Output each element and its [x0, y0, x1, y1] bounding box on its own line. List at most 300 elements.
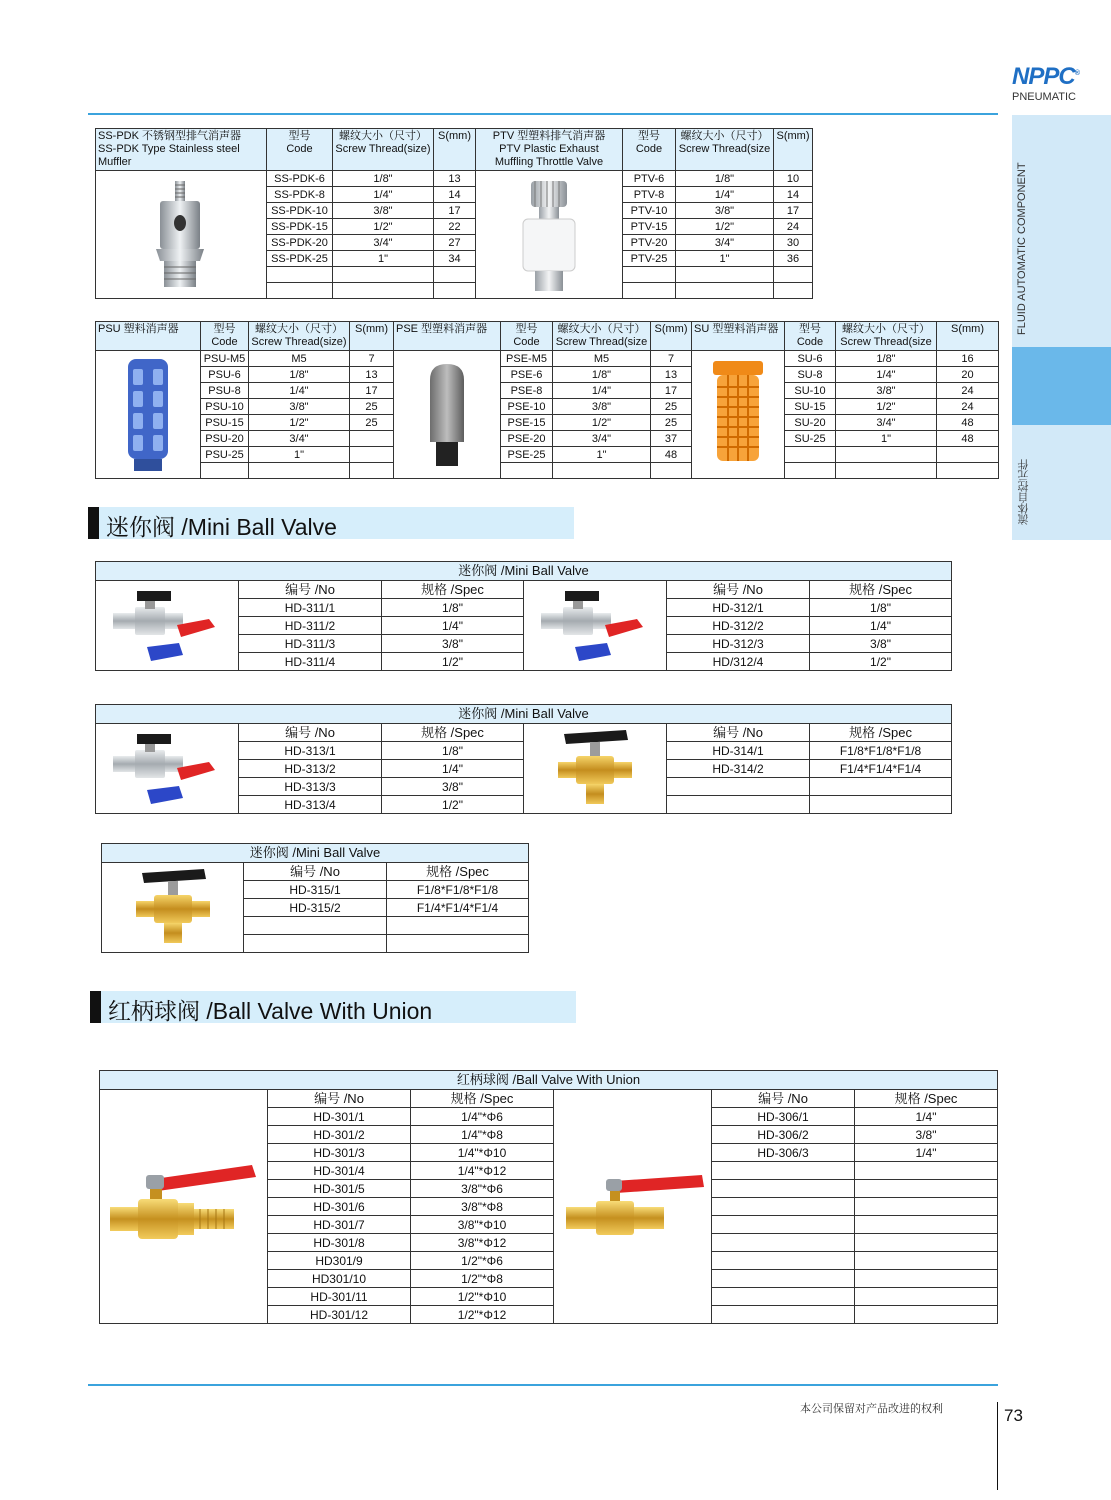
- table-cell: [553, 463, 651, 479]
- table-cell: [712, 1306, 855, 1324]
- table-cell: [651, 463, 692, 479]
- table-cell: SS-PDK-25: [267, 251, 333, 267]
- table-cell: HD-314/2: [667, 760, 810, 778]
- table-cell: 1/2": [382, 796, 524, 814]
- table-cell: [350, 447, 394, 463]
- table-cell: 3/8": [382, 635, 524, 653]
- table-cell: 14: [774, 187, 813, 203]
- table-cell: 1/2": [249, 415, 350, 431]
- table-cell: 1/4": [333, 187, 434, 203]
- table-row: [96, 171, 813, 187]
- title-row: [96, 562, 952, 581]
- table-cell: [855, 1180, 998, 1198]
- product-name-ptv: PTV 型塑料排气消声器 PTV Plastic Exhaust Muffling Throttle Valve: [476, 129, 623, 171]
- table-cell: 1/2": [810, 653, 952, 671]
- table-cell: 1": [249, 447, 350, 463]
- product-name-pse: PSE 型塑料消声器: [394, 322, 501, 351]
- valve-image-right: [524, 581, 667, 671]
- table-cell: 1/2"*Φ10: [411, 1288, 554, 1306]
- psu-muffler-image: [96, 351, 201, 479]
- table-cell: 14: [434, 187, 476, 203]
- table-cell: [855, 1198, 998, 1216]
- table-cell: HD-312/2: [667, 617, 810, 635]
- table-cell: 17: [774, 203, 813, 219]
- table-cell: 3/4": [836, 415, 937, 431]
- footer-divider: [997, 1402, 998, 1490]
- table-cell: PTV-10: [623, 203, 676, 219]
- table-cell: 1/4": [855, 1108, 998, 1126]
- table-cell: SU-20: [785, 415, 836, 431]
- table-cell: 1/8": [553, 367, 651, 383]
- table-cell: 1/2"*Φ8: [411, 1270, 554, 1288]
- table-row: [96, 431, 999, 447]
- table-cell: [855, 1162, 998, 1180]
- table-cell: HD-301/5: [268, 1180, 411, 1198]
- table-cell: HD-301/1: [268, 1108, 411, 1126]
- table-cell: [201, 463, 249, 479]
- section-ball-valve-union: [90, 991, 576, 1023]
- table-cell: SU-6: [785, 351, 836, 367]
- table-cell: [501, 463, 553, 479]
- table-cell: 24: [937, 383, 999, 399]
- table-cell: 37: [651, 431, 692, 447]
- side-label-cn: 流体自控元件: [1017, 459, 1030, 525]
- table-cell: HD-301/8: [268, 1234, 411, 1252]
- table-cell: 1": [676, 251, 774, 267]
- table-cell: 1/8": [676, 171, 774, 187]
- table-cell: 3/4": [676, 235, 774, 251]
- union-valve-image-right: [554, 1090, 712, 1324]
- title-row: [102, 844, 529, 863]
- table-cell: 3/4": [333, 235, 434, 251]
- table-cell: [434, 267, 476, 283]
- table-cell: HD/312/4: [667, 653, 810, 671]
- table-cell: 1/2": [676, 219, 774, 235]
- table-cell: PSE-8: [501, 383, 553, 399]
- table-cell: M5: [553, 351, 651, 367]
- table-title: 迷你阀 /Mini Ball Valve: [96, 705, 952, 724]
- table-cell: [712, 1162, 855, 1180]
- table-cell: [667, 796, 810, 814]
- col-thread: 螺纹大小（尺寸） Screw Thread(size: [553, 322, 651, 351]
- table-cell: 3/8": [382, 778, 524, 796]
- table-cell: 1/4"*Φ10: [411, 1144, 554, 1162]
- table-row: [96, 447, 999, 463]
- table-cell: 25: [651, 415, 692, 431]
- table-cell: HD-301/7: [268, 1216, 411, 1234]
- table-cell: HD-301/6: [268, 1198, 411, 1216]
- table-cell: HD-301/4: [268, 1162, 411, 1180]
- table-cell: [836, 463, 937, 479]
- ptv-muffler-image: [476, 171, 623, 299]
- table-cell: 24: [937, 399, 999, 415]
- table-cell: PSE-M5: [501, 351, 553, 367]
- table-cell: SS-PDK-8: [267, 187, 333, 203]
- product-name-ss-pdk: SS-PDK 不锈钢型排气消声器 SS-PDK Type Stainless steel Muffler: [96, 129, 267, 171]
- table-cell: HD-306/3: [712, 1144, 855, 1162]
- table-cell: [712, 1270, 855, 1288]
- table-cell: 1/2": [333, 219, 434, 235]
- table-cell: PTV-25: [623, 251, 676, 267]
- table-cell: 3/8": [249, 399, 350, 415]
- table-cell: 3/4": [553, 431, 651, 447]
- valve-image-right: [524, 724, 667, 814]
- table-cell: [387, 917, 529, 935]
- table-cell: [712, 1252, 855, 1270]
- mini-ball-valve-table-2: [95, 704, 952, 814]
- table-cell: 1/4": [810, 617, 952, 635]
- table-cell: HD-311/3: [239, 635, 382, 653]
- table-cell: HD-301/2: [268, 1126, 411, 1144]
- table-cell: 13: [651, 367, 692, 383]
- table-cell: 3/8": [553, 399, 651, 415]
- table-cell: 1/8": [249, 367, 350, 383]
- table-cell: 20: [937, 367, 999, 383]
- table-cell: HD-312/1: [667, 599, 810, 617]
- table-cell: 3/8": [810, 635, 952, 653]
- table-cell: [785, 463, 836, 479]
- table-cell: 1/4"*Φ8: [411, 1126, 554, 1144]
- table-cell: HD-306/1: [712, 1108, 855, 1126]
- table-cell: SU-8: [785, 367, 836, 383]
- col-spec: 规格 /Spec: [855, 1090, 998, 1108]
- header-row: [100, 1090, 998, 1108]
- col-code: 型号 Code: [201, 322, 249, 351]
- side-label-en: FLUID AUTOMATIC COMPONENT: [1016, 162, 1028, 335]
- table-cell: SS-PDK-15: [267, 219, 333, 235]
- table-cell: [350, 431, 394, 447]
- table-cell: [855, 1216, 998, 1234]
- table-cell: 13: [434, 171, 476, 187]
- col-code: 型号 Code: [785, 322, 836, 351]
- table-cell: [244, 917, 387, 935]
- table-cell: 1/4": [855, 1144, 998, 1162]
- table-cell: 25: [651, 399, 692, 415]
- table-cell: F1/4*F1/4*F1/4: [387, 899, 529, 917]
- col-s: S(mm): [350, 322, 394, 351]
- table-cell: 3/8": [836, 383, 937, 399]
- table-cell: PTV-8: [623, 187, 676, 203]
- table-cell: 1/4": [382, 617, 524, 635]
- pse-muffler-image: [394, 351, 501, 479]
- table-cell: PSU-10: [201, 399, 249, 415]
- table-cell: 1/4"*Φ6: [411, 1108, 554, 1126]
- table-cell: HD301/9: [268, 1252, 411, 1270]
- table-cell: 3/4": [249, 431, 350, 447]
- table-cell: [855, 1234, 998, 1252]
- table-cell: [434, 283, 476, 299]
- col-no: 编号 /No: [667, 724, 810, 742]
- mini-ball-valve-table-3: [101, 843, 529, 953]
- table-row: [96, 351, 999, 367]
- table-cell: HD-301/3: [268, 1144, 411, 1162]
- table-cell: 22: [434, 219, 476, 235]
- table-cell: [333, 283, 434, 299]
- table-cell: PSU-15: [201, 415, 249, 431]
- table-cell: HD-314/1: [667, 742, 810, 760]
- table-cell: [267, 267, 333, 283]
- col-no: 编号 /No: [268, 1090, 411, 1108]
- header-row: [102, 863, 529, 881]
- table-cell: HD-313/2: [239, 760, 382, 778]
- table-cell: [267, 283, 333, 299]
- table-cell: 1/8": [382, 742, 524, 760]
- table-cell: [249, 463, 350, 479]
- table-cell: [774, 283, 813, 299]
- page-number: 73: [1004, 1406, 1023, 1425]
- col-code: 型号 Code: [267, 129, 333, 171]
- table-cell: 1/4": [676, 187, 774, 203]
- header-row: [96, 322, 999, 351]
- table-cell: PSU-M5: [201, 351, 249, 367]
- table-cell: [387, 935, 529, 953]
- table-cell: [623, 283, 676, 299]
- table-cell: SS-PDK-20: [267, 235, 333, 251]
- table-cell: 1": [553, 447, 651, 463]
- table-cell: HD-313/3: [239, 778, 382, 796]
- table-cell: PSE-10: [501, 399, 553, 415]
- table-cell: 1/4": [249, 383, 350, 399]
- table-cell: HD-306/2: [712, 1126, 855, 1144]
- table-cell: 3/8": [333, 203, 434, 219]
- table-cell: 1/4": [836, 367, 937, 383]
- table-cell: 24: [774, 219, 813, 235]
- table-cell: 36: [774, 251, 813, 267]
- section-mini-ball-valve: [88, 507, 574, 539]
- table-cell: PSU-6: [201, 367, 249, 383]
- table-cell: [855, 1288, 998, 1306]
- table-cell: 16: [937, 351, 999, 367]
- title-row: [96, 705, 952, 724]
- table-cell: HD-315/1: [244, 881, 387, 899]
- product-name-psu: PSU 塑料消声器: [96, 322, 201, 351]
- table-cell: 1/2"*Φ12: [411, 1306, 554, 1324]
- table-cell: 48: [937, 415, 999, 431]
- table-cell: 1": [836, 431, 937, 447]
- table-cell: 30: [774, 235, 813, 251]
- table-cell: F1/8*F1/8*F1/8: [810, 742, 952, 760]
- table-cell: PSE-15: [501, 415, 553, 431]
- col-thread: 螺纹大小（尺寸） Screw Thread(size): [333, 129, 434, 171]
- ball-valve-union-table: [99, 1070, 998, 1324]
- table-cell: [855, 1270, 998, 1288]
- table-title: 迷你阀 /Mini Ball Valve: [96, 562, 952, 581]
- table-cell: [712, 1234, 855, 1252]
- col-spec: 规格 /Spec: [810, 581, 952, 599]
- section-title: 红柄球阀 /Ball Valve With Union: [108, 998, 433, 1024]
- table-cell: [836, 447, 937, 463]
- table-cell: 3/8"*Φ6: [411, 1180, 554, 1198]
- table-cell: [712, 1288, 855, 1306]
- table-cell: 1/2": [382, 653, 524, 671]
- table-cell: [855, 1306, 998, 1324]
- table-cell: 1/4"*Φ12: [411, 1162, 554, 1180]
- table-cell: F1/4*F1/4*F1/4: [810, 760, 952, 778]
- table-cell: PSE-20: [501, 431, 553, 447]
- valve-image: [102, 863, 244, 953]
- table-cell: 1/8": [382, 599, 524, 617]
- su-muffler-image: [692, 351, 785, 479]
- table-cell: [855, 1252, 998, 1270]
- table-cell: PSU-8: [201, 383, 249, 399]
- table-cell: PTV-20: [623, 235, 676, 251]
- table-cell: [623, 267, 676, 283]
- table-row: [96, 383, 999, 399]
- table-cell: 1/8": [333, 171, 434, 187]
- table-cell: 1/8": [836, 351, 937, 367]
- table-cell: [676, 267, 774, 283]
- table-cell: HD-313/4: [239, 796, 382, 814]
- brand-logo: [1012, 62, 1102, 103]
- title-row: [100, 1071, 998, 1090]
- col-spec: 规格 /Spec: [810, 724, 952, 742]
- table-cell: [937, 447, 999, 463]
- table-cell: [810, 778, 952, 796]
- table-cell: [333, 267, 434, 283]
- union-valve-image-left: [100, 1090, 268, 1324]
- footer-note: 本公司保留对产品改进的权利: [800, 1402, 943, 1415]
- table-cell: [712, 1180, 855, 1198]
- col-no: 编号 /No: [239, 581, 382, 599]
- table-cell: PTV-15: [623, 219, 676, 235]
- col-s: S(mm): [937, 322, 999, 351]
- logo-subtitle: PNEUMATIC: [1012, 91, 1076, 103]
- col-s: S(mm): [651, 322, 692, 351]
- table-cell: 3/8": [855, 1126, 998, 1144]
- table-cell: 1/4": [382, 760, 524, 778]
- col-s: S(mm): [434, 129, 476, 171]
- muffler-table-ss-pdk-ptv: [95, 128, 813, 299]
- table-cell: [244, 935, 387, 953]
- table-title: 红柄球阀 /Ball Valve With Union: [100, 1071, 998, 1090]
- table-cell: 48: [651, 447, 692, 463]
- side-band-mid: [1012, 347, 1111, 425]
- table-cell: 27: [434, 235, 476, 251]
- table-cell: 48: [937, 431, 999, 447]
- col-no: 编号 /No: [244, 863, 387, 881]
- logo-mark: NPPC®: [1012, 63, 1079, 90]
- table-row: [96, 367, 999, 383]
- table-cell: [785, 447, 836, 463]
- table-cell: PTV-6: [623, 171, 676, 187]
- table-cell: 1/4": [553, 383, 651, 399]
- table-cell: 3/8": [676, 203, 774, 219]
- col-no: 编号 /No: [667, 581, 810, 599]
- table-cell: 1/2": [553, 415, 651, 431]
- table-cell: SU-25: [785, 431, 836, 447]
- header-row: [96, 129, 813, 171]
- col-spec: 规格 /Spec: [387, 863, 529, 881]
- table-cell: [774, 267, 813, 283]
- table-cell: [937, 463, 999, 479]
- col-s: S(mm): [774, 129, 813, 171]
- table-cell: F1/8*F1/8*F1/8: [387, 881, 529, 899]
- table-cell: HD-311/2: [239, 617, 382, 635]
- table-cell: SS-PDK-6: [267, 171, 333, 187]
- table-cell: 17: [434, 203, 476, 219]
- table-cell: HD-311/1: [239, 599, 382, 617]
- muffler-table-psu-pse-su: [95, 321, 999, 479]
- table-cell: [712, 1198, 855, 1216]
- col-spec: 规格 /Spec: [382, 581, 524, 599]
- table-cell: M5: [249, 351, 350, 367]
- table-cell: [350, 463, 394, 479]
- table-cell: PSE-25: [501, 447, 553, 463]
- table-cell: 25: [350, 399, 394, 415]
- table-cell: 1/2": [836, 399, 937, 415]
- table-cell: [667, 778, 810, 796]
- table-cell: 7: [651, 351, 692, 367]
- header-row: [96, 724, 952, 742]
- table-cell: PSE-6: [501, 367, 553, 383]
- table-cell: 13: [350, 367, 394, 383]
- table-cell: 1": [333, 251, 434, 267]
- table-cell: [712, 1216, 855, 1234]
- section-title: 迷你阀 /Mini Ball Valve: [106, 514, 337, 540]
- table-cell: HD301/10: [268, 1270, 411, 1288]
- mini-ball-valve-table-1: [95, 561, 952, 671]
- table-cell: HD-312/3: [667, 635, 810, 653]
- col-no: 编号 /No: [712, 1090, 855, 1108]
- col-code: 型号 Code: [623, 129, 676, 171]
- table-title: 迷你阀 /Mini Ball Valve: [102, 844, 529, 863]
- table-cell: HD-311/4: [239, 653, 382, 671]
- table-cell: 1/2"*Φ6: [411, 1252, 554, 1270]
- table-cell: HD-315/2: [244, 899, 387, 917]
- table-cell: 17: [350, 383, 394, 399]
- table-cell: 3/8"*Φ10: [411, 1216, 554, 1234]
- valve-image-left: [96, 724, 239, 814]
- bottom-rule: [88, 1384, 998, 1386]
- table-cell: SU-10: [785, 383, 836, 399]
- col-thread: 螺纹大小（尺寸） Screw Thread(size): [249, 322, 350, 351]
- table-cell: 7: [350, 351, 394, 367]
- top-rule: [88, 113, 998, 115]
- table-cell: SU-15: [785, 399, 836, 415]
- table-cell: [810, 796, 952, 814]
- product-name-su: SU 型塑料消声器: [692, 322, 785, 351]
- table-cell: PSU-25: [201, 447, 249, 463]
- table-row: [96, 463, 999, 479]
- col-spec: 规格 /Spec: [411, 1090, 554, 1108]
- table-cell: 25: [350, 415, 394, 431]
- col-no: 编号 /No: [239, 724, 382, 742]
- ss-pdk-muffler-image: [96, 171, 267, 299]
- section-bar: [88, 507, 99, 539]
- table-cell: 1/8": [810, 599, 952, 617]
- table-cell: PSU-20: [201, 431, 249, 447]
- table-cell: HD-301/11: [268, 1288, 411, 1306]
- table-row: [96, 399, 999, 415]
- table-cell: 3/8"*Φ8: [411, 1198, 554, 1216]
- table-row: [96, 415, 999, 431]
- col-thread: 螺纹大小（尺寸） Screw Thread(size: [676, 129, 774, 171]
- valve-image-left: [96, 581, 239, 671]
- header-row: [96, 581, 952, 599]
- table-cell: HD-301/12: [268, 1306, 411, 1324]
- table-cell: 17: [651, 383, 692, 399]
- table-cell: HD-313/1: [239, 742, 382, 760]
- col-spec: 规格 /Spec: [382, 724, 524, 742]
- col-code: 型号 Code: [501, 322, 553, 351]
- table-cell: 34: [434, 251, 476, 267]
- section-bar: [90, 991, 101, 1023]
- table-cell: 10: [774, 171, 813, 187]
- table-cell: [676, 283, 774, 299]
- col-thread: 螺纹大小（尺寸） Screw Thread(size: [836, 322, 937, 351]
- table-cell: 3/8"*Φ12: [411, 1234, 554, 1252]
- table-cell: SS-PDK-10: [267, 203, 333, 219]
